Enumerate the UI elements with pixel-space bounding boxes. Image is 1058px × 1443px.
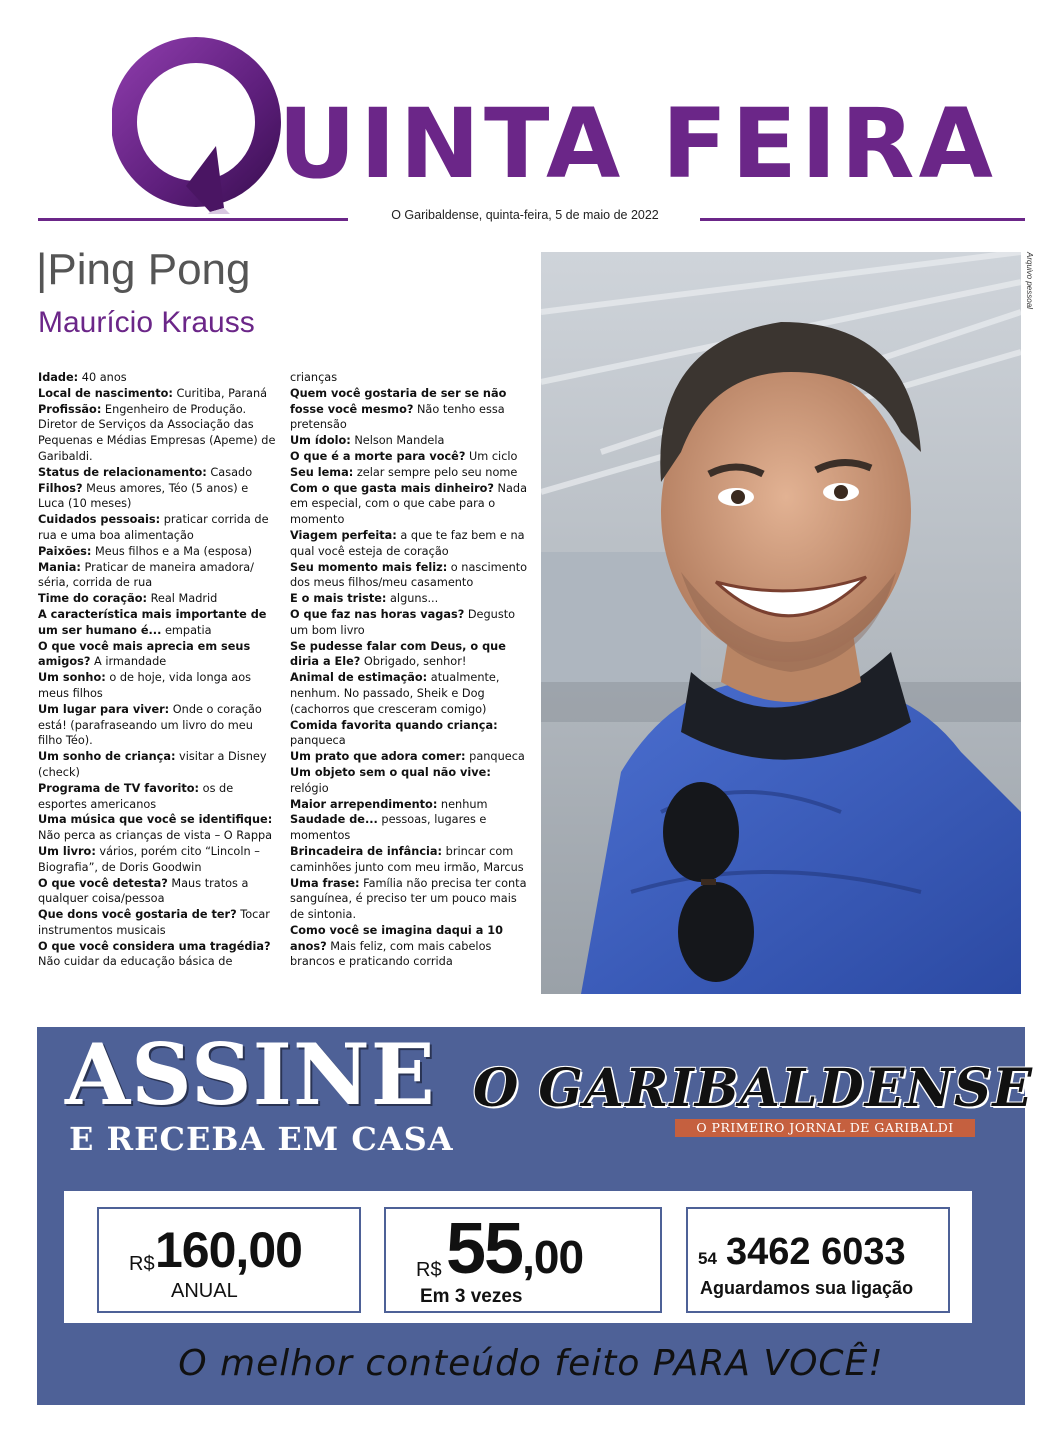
interview-question: O que faz nas horas vagas? bbox=[290, 607, 465, 621]
portrait-illustration bbox=[541, 252, 1021, 994]
dateline: O Garibaldense, quinta-feira, 5 de maio de 2022 bbox=[391, 208, 659, 222]
interview-answer: vários, porém cito “Lincoln – Biografia”, de Doris Goodwin bbox=[38, 844, 260, 874]
interview-item bbox=[290, 560, 530, 592]
offer-installments bbox=[384, 1207, 662, 1313]
subscription-ad bbox=[37, 1025, 1033, 1405]
interview-answer: Não perca as crianças de vista – O Rappa bbox=[38, 829, 273, 843]
interview-answer: Real Madrid bbox=[146, 592, 218, 606]
interview-question: Uma frase: bbox=[290, 876, 360, 890]
section-title: |Ping Pong bbox=[36, 245, 251, 294]
offer-installments-currency: R$ bbox=[416, 1259, 442, 1281]
interview-column-2 bbox=[290, 370, 530, 970]
interview-item bbox=[290, 370, 530, 386]
interview-question: Um objeto sem o qual não vive: bbox=[290, 765, 491, 779]
masthead-title: UINTA FEIRA bbox=[278, 88, 997, 200]
interview-question: Cuidados pessoais: bbox=[38, 513, 161, 527]
interview-item bbox=[290, 591, 530, 607]
interview-item bbox=[290, 797, 530, 813]
interview-question: Um livro: bbox=[38, 844, 96, 858]
interview-question: Local de nascimento: bbox=[38, 386, 173, 400]
interview-answer: panqueca bbox=[290, 734, 346, 748]
interview-item bbox=[38, 844, 278, 876]
interview-question: Se pudesse falar com Deus, o que diria a Ele? bbox=[290, 639, 506, 669]
interview-answer: 40 anos bbox=[78, 371, 127, 384]
interview-answer: nenhum bbox=[437, 797, 488, 811]
interview-answer: Tocar instrumentos musicais bbox=[38, 908, 270, 937]
interview-question: Uma música que você se identifique: bbox=[38, 813, 273, 827]
interview-question: O que você mais aprecia em seus amigos? bbox=[38, 639, 251, 669]
interview-answer: Família não precisa ter conta sanguínea, é preciso ter um pouco mais de sintonia. bbox=[290, 876, 527, 922]
interview-item bbox=[290, 481, 530, 528]
offer-annual-currency: R$ bbox=[129, 1253, 155, 1275]
interview-item bbox=[38, 607, 278, 639]
ad-slogan: O melhor conteúdo feito PARA VOCÊ! bbox=[178, 1343, 884, 1384]
offers-panel bbox=[64, 1191, 972, 1323]
interview-item bbox=[38, 544, 278, 560]
interview-question: E o mais triste: bbox=[290, 592, 387, 606]
interview-item bbox=[290, 923, 530, 970]
interview-column-1 bbox=[38, 370, 278, 970]
interview-item bbox=[290, 670, 530, 717]
interview-item bbox=[38, 702, 278, 749]
interview-answer: Casado bbox=[206, 465, 253, 479]
interview-answer: panqueca bbox=[465, 750, 525, 764]
interview-item bbox=[38, 749, 278, 781]
interview-question: Comida favorita quando criança: bbox=[290, 718, 498, 732]
interview-item bbox=[290, 386, 530, 433]
interview-answer: Meus amores, Téo (5 anos) e Luca (10 meses) bbox=[38, 481, 249, 511]
phone-number: 3462 6033 bbox=[726, 1231, 906, 1273]
interviewee-name: Maurício Krauss bbox=[38, 306, 255, 339]
interview-answer: Não cuidar da educação básica de bbox=[38, 955, 233, 969]
phone-box bbox=[686, 1207, 950, 1313]
interview-answer: o de hoje, vida longa aos meus filhos bbox=[38, 671, 252, 700]
ad-subheadline: E RECEBA EM CASA bbox=[69, 1120, 454, 1158]
ad-headline: ASSINE bbox=[65, 1025, 436, 1124]
interview-question: O que você considera uma tragédia? bbox=[38, 939, 271, 953]
interview-answer: Maus tratos a qualquer coisa/pessoa bbox=[38, 876, 249, 906]
photo-credit: Arquivo pessoal bbox=[1025, 252, 1034, 309]
interview-answer: a que te faz bem e na qual você esteja de coração bbox=[290, 528, 525, 558]
interview-answer: Não tenho essa pretensão bbox=[290, 402, 505, 432]
interview-item bbox=[290, 639, 530, 671]
offer-annual bbox=[97, 1207, 361, 1313]
interview-answer: relógio bbox=[290, 781, 329, 795]
interview-answer: os de esportes americanos bbox=[38, 781, 234, 811]
interview-item bbox=[38, 481, 278, 513]
interview-question: Viagem perfeita: bbox=[290, 528, 397, 542]
interview-question: Seu lema: bbox=[290, 465, 354, 479]
interview-answer: Nelson Mandela bbox=[350, 434, 445, 448]
interview-question: Com o que gasta mais dinheiro? bbox=[290, 481, 494, 495]
interview-answer: alguns... bbox=[386, 592, 439, 606]
interview-item bbox=[290, 876, 530, 923]
interview-item bbox=[38, 670, 278, 702]
interview-item bbox=[38, 939, 278, 971]
interview-item bbox=[290, 433, 530, 449]
offer-annual-amount: 160,00 bbox=[155, 1222, 302, 1278]
offer-installments-amount: 55,00 bbox=[446, 1209, 584, 1289]
interview-question: Saudade de... bbox=[290, 813, 378, 827]
interview-item bbox=[38, 907, 278, 939]
masthead-rule-left bbox=[38, 218, 348, 221]
interview-question: Brincadeira de infância: bbox=[290, 844, 443, 858]
interview-question: Maior arrependimento: bbox=[290, 797, 438, 811]
newspaper-name: O GARIBALDENSE bbox=[473, 1058, 1033, 1119]
phone-area-code: 54 bbox=[698, 1249, 717, 1268]
interview-item bbox=[290, 812, 530, 844]
interview-question: Animal de estimação: bbox=[290, 671, 428, 685]
interview-item bbox=[290, 528, 530, 560]
interview-answer: empatia bbox=[161, 623, 212, 637]
interview-item bbox=[290, 465, 530, 481]
interview-item bbox=[38, 402, 278, 465]
interview-item bbox=[38, 386, 278, 402]
interview-item bbox=[38, 591, 278, 607]
interview-question: O que você detesta? bbox=[38, 876, 168, 890]
interview-item bbox=[290, 765, 530, 797]
interview-question: Status de relacionamento: bbox=[38, 465, 207, 479]
interview-question: Seu momento mais feliz: bbox=[290, 560, 448, 574]
interview-item bbox=[290, 449, 530, 465]
interview-question: A característica mais importante de um ser humano é... bbox=[38, 607, 267, 637]
interview-question: Profissão: bbox=[38, 402, 102, 416]
interview-item bbox=[290, 749, 530, 765]
interview-question: Programa de TV favorito: bbox=[38, 781, 200, 795]
interview-question: O que é a morte para você? bbox=[290, 449, 466, 463]
interview-answer: zelar sempre pelo seu nome bbox=[353, 465, 518, 479]
interview-item bbox=[38, 512, 278, 544]
interview-question: Idade: bbox=[38, 371, 79, 384]
offer-annual-label: ANUAL bbox=[171, 1280, 238, 1302]
interview-item bbox=[38, 781, 278, 813]
interview-answer: visitar a Disney (check) bbox=[38, 750, 267, 779]
interview-answer: Um ciclo bbox=[465, 449, 518, 463]
interview-question: Um ídolo: bbox=[290, 434, 351, 448]
interview-answer: crianças bbox=[290, 371, 338, 384]
interview-item bbox=[38, 465, 278, 481]
interview-question: Quem você gostaria de ser se não fosse você mesmo? bbox=[290, 386, 507, 416]
interview-answer: atualmente, nenhum. No passado, Sheik e Dog (cachorros que cresceram comigo) bbox=[290, 671, 500, 716]
interview-answer: o nascimento dos meus filhos/meu casamento bbox=[290, 560, 528, 590]
portrait-photo bbox=[541, 252, 1021, 994]
interview-answer: Onde o coração está! (parafraseando um livro do meu filho Téo). bbox=[38, 702, 262, 748]
newspaper-tagline: O PRIMEIRO JORNAL DE GARIBALDI bbox=[675, 1119, 975, 1137]
interview-answer: Degusto um bom livro bbox=[290, 607, 516, 637]
interview-question: Filhos? bbox=[38, 481, 83, 495]
interview-answer: Meus filhos e a Ma (esposa) bbox=[91, 544, 253, 558]
interview-item bbox=[38, 370, 278, 386]
interview-question: Mania: bbox=[38, 560, 81, 574]
q-logo-letter bbox=[112, 36, 282, 214]
phone-label: Aguardamos sua ligação bbox=[700, 1278, 914, 1298]
offer-installments-label: Em 3 vezes bbox=[420, 1286, 523, 1307]
interview-question: Um prato que adora comer: bbox=[290, 750, 466, 764]
interview-answer: Engenheiro de Produção. Diretor de Serviços da Associação das Pequenas e Médias Empresas (Apeme) de Garibaldi. bbox=[38, 402, 276, 463]
interview-item bbox=[290, 607, 530, 639]
interview-item bbox=[38, 876, 278, 908]
interview-item bbox=[38, 812, 278, 844]
interview-item bbox=[38, 639, 278, 671]
interview-answer: praticar corrida de rua e uma boa alimentação bbox=[38, 513, 269, 542]
interview-answer: Mais feliz, com mais cabelos brancos e praticando corrida bbox=[290, 939, 492, 969]
interview-answer: Curitiba, Paraná bbox=[172, 386, 268, 400]
interview-item bbox=[290, 844, 530, 876]
interview-question: Que dons você gostaria de ter? bbox=[38, 908, 237, 922]
interview-answer: pessoas, lugares e momentos bbox=[290, 813, 487, 843]
interview-question: Time do coração: bbox=[38, 592, 147, 606]
masthead-rule-right bbox=[700, 218, 1025, 221]
interview-question: Um sonho: bbox=[38, 671, 106, 685]
interview-answer: Praticar de maneira amadora/ séria, corrida de rua bbox=[38, 560, 254, 590]
interview-answer: Obrigado, senhor! bbox=[360, 655, 467, 669]
interview-question: Um sonho de criança: bbox=[38, 750, 176, 764]
interview-item bbox=[290, 718, 530, 750]
interview-question: Paixões: bbox=[38, 544, 92, 558]
interview-answer: Nada em especial, com o que cabe para o momento bbox=[290, 481, 528, 527]
interview-answer: brincar com caminhões junto com meu irmão, Marcus bbox=[290, 844, 524, 874]
interview-item bbox=[38, 560, 278, 592]
interview-answer: A irmandade bbox=[90, 655, 167, 669]
interview-question: Como você se imagina daqui a 10 anos? bbox=[290, 923, 503, 953]
interview-question: Um lugar para viver: bbox=[38, 702, 170, 716]
masthead bbox=[0, 0, 1058, 230]
